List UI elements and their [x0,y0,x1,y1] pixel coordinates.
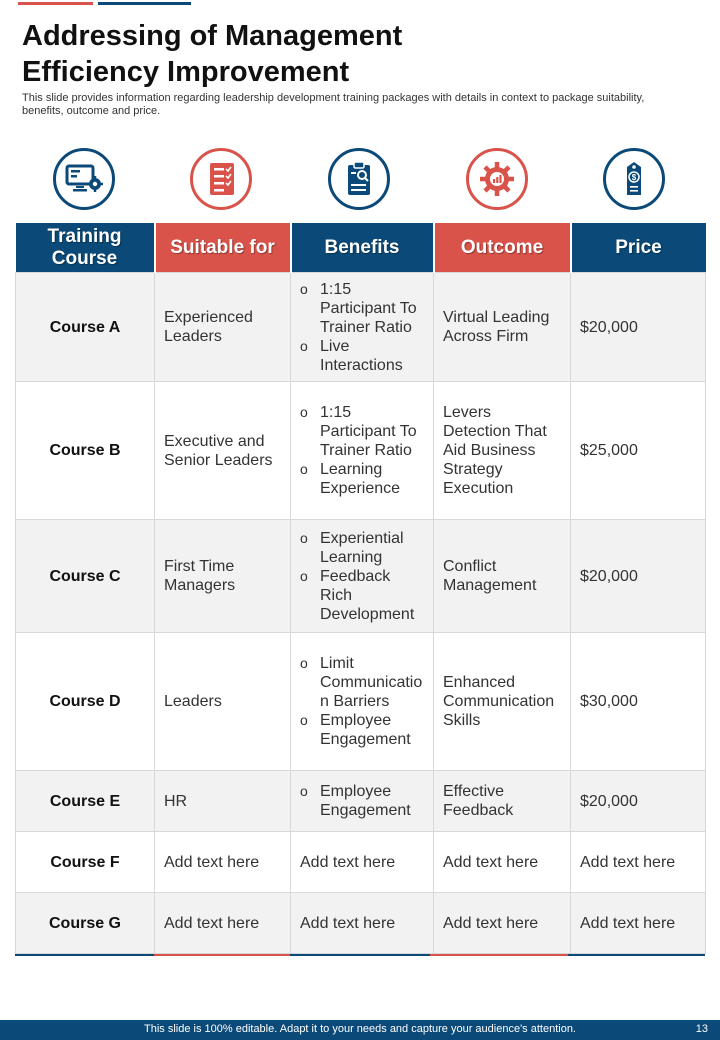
price-cell: $20,000 [571,520,706,633]
slide-title: Addressing of Management Efficiency Improvement [22,20,403,88]
benefit-item: o Feedback Rich Development [300,567,424,624]
benefit-item: o Employee Engagement [300,711,424,749]
price-cell: $20,000 [571,273,706,382]
top-accent-blue [98,2,191,5]
price-cell: $20,000 [571,771,706,832]
clipboard-search-icon [328,148,390,210]
table-bottom-accent [430,954,568,956]
table-row [16,633,706,771]
benefit-item: o Learning Experience [300,460,424,498]
table-row [16,382,706,520]
header-price: Price [571,223,706,273]
header-icons-row [15,144,705,222]
table-row [16,893,706,954]
footer-bar [0,1020,720,1040]
suitable-for-cell: Leaders [155,633,291,771]
top-accent-red [18,2,93,5]
outcome-cell: Virtual Leading Across Firm [434,273,571,382]
price-cell: $30,000 [571,633,706,771]
course-name: Course G [16,893,155,954]
header-training-course: Training Course [16,223,155,273]
table-bottom-rule [15,954,705,956]
header-suitable-for: Suitable for [155,223,291,273]
suitable-for-cell: First Time Managers [155,520,291,633]
suitable-for-cell: Add text here [155,832,291,893]
training-computer-icon [53,148,115,210]
benefit-item: o Live Interactions [300,337,424,375]
price-cell: Add text here [571,893,706,954]
header-outcome: Outcome [434,223,571,273]
benefits-cell [291,771,434,832]
outcome-cell: Levers Detection That Aid Business Strategy Execution [434,382,571,520]
benefits-cell [291,633,434,771]
table-row [16,771,706,832]
suitable-for-cell: Experienced Leaders [155,273,291,382]
course-name: Course F [16,832,155,893]
table-row [16,273,706,382]
benefit-item: o 1:15 Participant To Trainer Ratio [300,280,424,337]
table-bottom-accent [154,954,290,956]
benefit-item: o 1:15 Participant To Trainer Ratio [300,403,424,460]
outcome-cell: Add text here [434,832,571,893]
table-row [16,832,706,893]
outcome-cell: Conflict Management [434,520,571,633]
price-cell: Add text here [571,832,706,893]
training-packages-table [15,223,706,954]
svg-text:$: $ [631,173,637,182]
price-tag-icon [603,148,665,210]
suitable-for-cell: Executive and Senior Leaders [155,382,291,520]
benefit-item: o Experiential Learning [300,529,424,567]
page-number: 13 [695,1023,708,1035]
benefits-cell: Add text here [291,893,434,954]
footer-text: This slide is 100% editable. Adapt it to your needs and capture your audience's attention. [144,1023,576,1035]
suitable-for-cell: Add text here [155,893,291,954]
header-benefits: Benefits [291,223,434,273]
course-name: Course A [16,273,155,382]
benefits-cell [291,273,434,382]
outcome-cell: Effective Feedback [434,771,571,832]
course-name: Course D [16,633,155,771]
table-header-row [16,223,706,273]
benefits-cell [291,382,434,520]
price-cell: $25,000 [571,382,706,520]
checklist-icon [190,148,252,210]
course-name: Course E [16,771,155,832]
benefit-item: o Employee Engagement [300,782,424,820]
outcome-cell: Enhanced Communication Skills [434,633,571,771]
course-name: Course C [16,520,155,633]
table-row [16,520,706,633]
suitable-for-cell: HR [155,771,291,832]
gear-chart-icon [466,148,528,210]
benefit-item: o Limit Communicatio n Barriers [300,654,424,711]
slide-subtitle: This slide provides information regarding leadership development training packages with details in context to package suitability, benefits, outcome and price. [22,92,645,117]
outcome-cell: Add text here [434,893,571,954]
benefits-cell: Add text here [291,832,434,893]
benefits-cell [291,520,434,633]
course-name: Course B [16,382,155,520]
